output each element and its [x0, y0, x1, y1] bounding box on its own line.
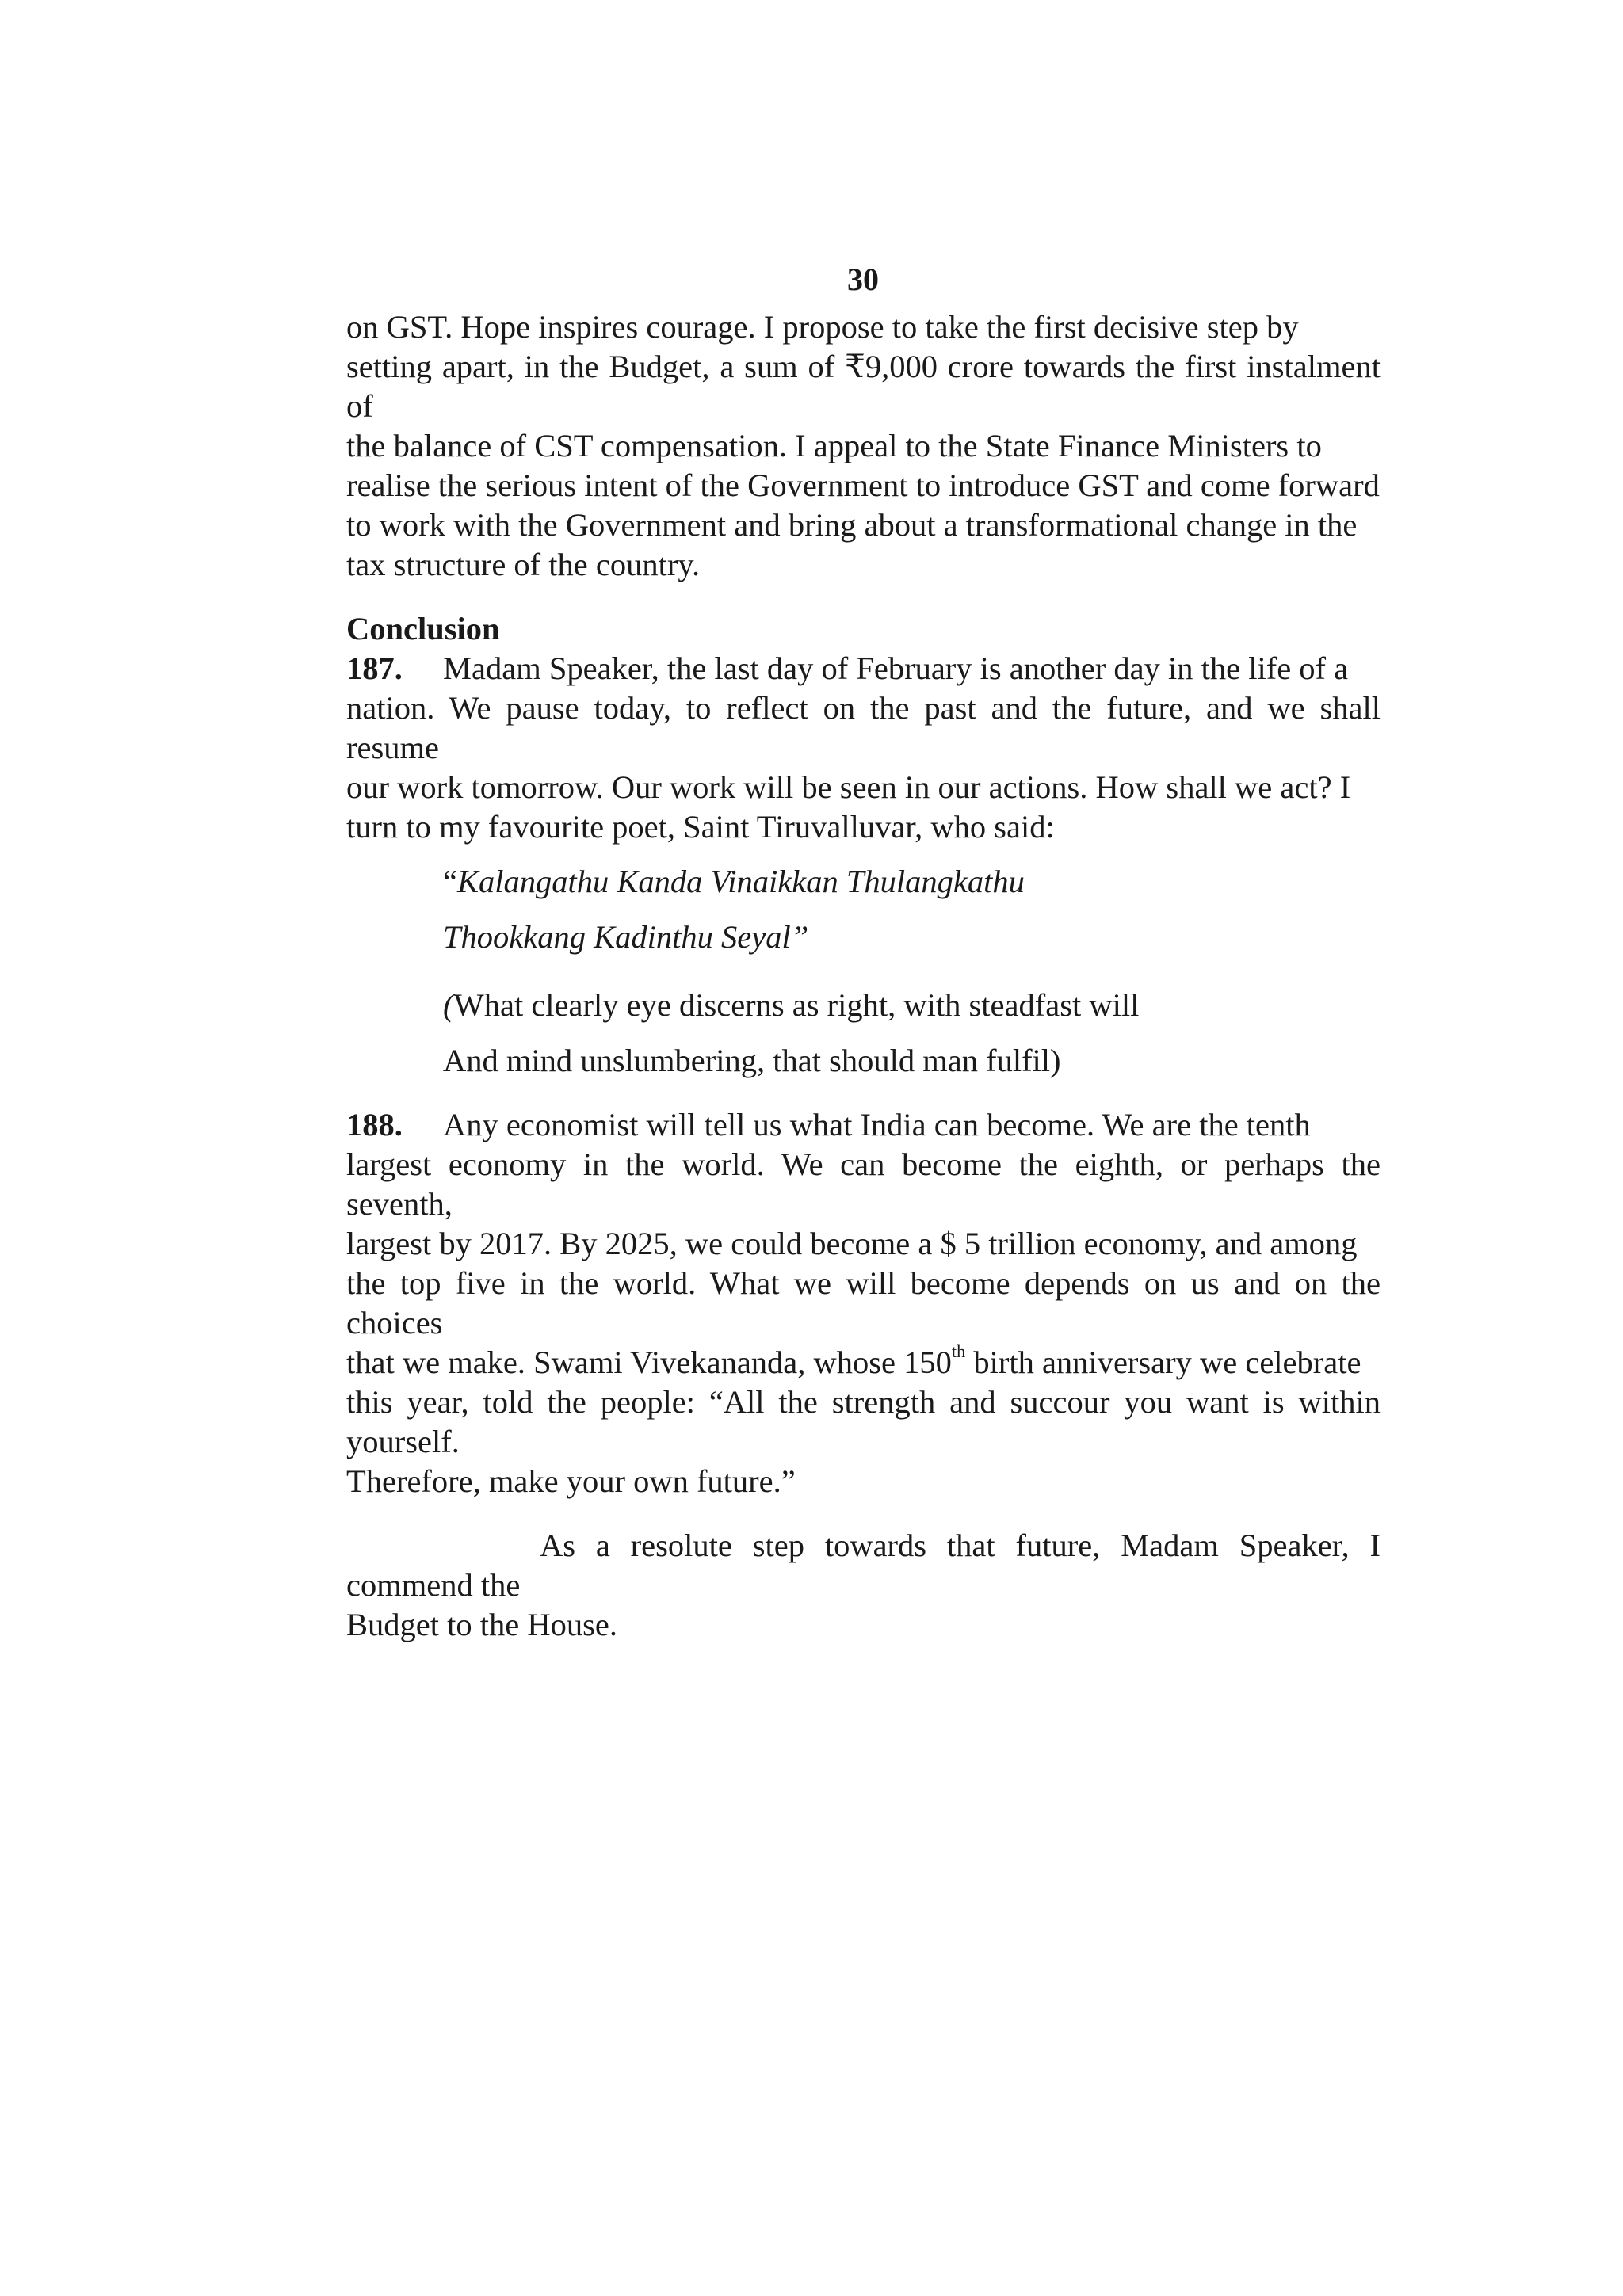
text-line: Therefore, make your own future.” — [346, 1463, 796, 1499]
translation-line-2: And mind unslumbering, that should man fulfil) — [443, 1043, 1061, 1078]
text-line — [346, 1526, 1381, 1605]
superscript: th — [951, 1341, 966, 1361]
paragraph-187 — [346, 649, 1381, 847]
translation-text: What clearly eye discerns as right, with steadfast will — [453, 987, 1140, 1023]
carryover-paragraph — [346, 307, 1381, 585]
verse-text: Kalangathu Kanda Vinaikkan Thulangkathu — [456, 864, 1025, 899]
text-fragment: that we make. Swami Vivekananda, whose 150 — [346, 1344, 952, 1380]
text-line: largest by 2017. By 2025, we could become a $ 5 trillion economy, and among — [346, 1226, 1358, 1261]
text-line: to work with the Government and bring about a transformational change in the — [346, 507, 1358, 543]
text-line: the top five in the world. What we will become depends on us and on the choices — [346, 1265, 1381, 1341]
text-line: this year, told the people: “All the strength and succour you want is within yourself. — [346, 1384, 1381, 1459]
text-line: on GST. Hope inspires courage. I propose to take the first decisive step by — [346, 309, 1299, 345]
closing-paragraph — [346, 1526, 1381, 1645]
page-number: 30 — [847, 261, 879, 297]
text-line: realise the serious intent of the Government to introduce GST and come forward — [346, 467, 1380, 503]
section-heading: Conclusion — [346, 611, 500, 646]
text-line: Any economist will tell us what India can become. We are the tenth — [443, 1107, 1311, 1142]
text-line: setting apart, in the Budget, a sum of ₹9,000 crore towards the first instalment of — [346, 349, 1381, 424]
paragraph-number: 188. — [346, 1107, 403, 1142]
text-line: our work tomorrow. Our work will be seen in our actions. How shall we act? I — [346, 769, 1351, 805]
paragraph-number: 187. — [346, 650, 403, 686]
text-line: nation. We pause today, to reflect on the past and the future, and we shall resume — [346, 690, 1381, 765]
text-line: largest economy in the world. We can become the eighth, or perhaps the seventh, — [346, 1146, 1381, 1222]
text-line — [346, 1341, 1361, 1380]
text-fragment: birth anniversary we celebrate — [965, 1344, 1361, 1380]
text-line: Budget to the House. — [346, 1607, 617, 1642]
open-quote: “ — [443, 864, 457, 899]
text-line: Madam Speaker, the last day of February is another day in the life of a — [443, 650, 1349, 686]
text-fragment: As a resolute step towards that future, Madam Speaker, I commend the — [346, 1527, 1381, 1603]
paragraph-188 — [346, 1105, 1381, 1501]
verse-line-2: Thookkang Kadinthu Seyal” — [443, 919, 809, 955]
text-line: tax structure of the country. — [346, 547, 701, 582]
page-body — [346, 307, 1381, 1645]
translation-line-1 — [443, 986, 1381, 1025]
text-line: turn to my favourite poet, Saint Tiruvalluvar, who said: — [346, 809, 1055, 845]
text-line: the balance of CST compensation. I appeal to the State Finance Ministers to — [346, 428, 1322, 463]
open-paren: ( — [443, 987, 454, 1023]
verse-line-1 — [443, 862, 1381, 902]
